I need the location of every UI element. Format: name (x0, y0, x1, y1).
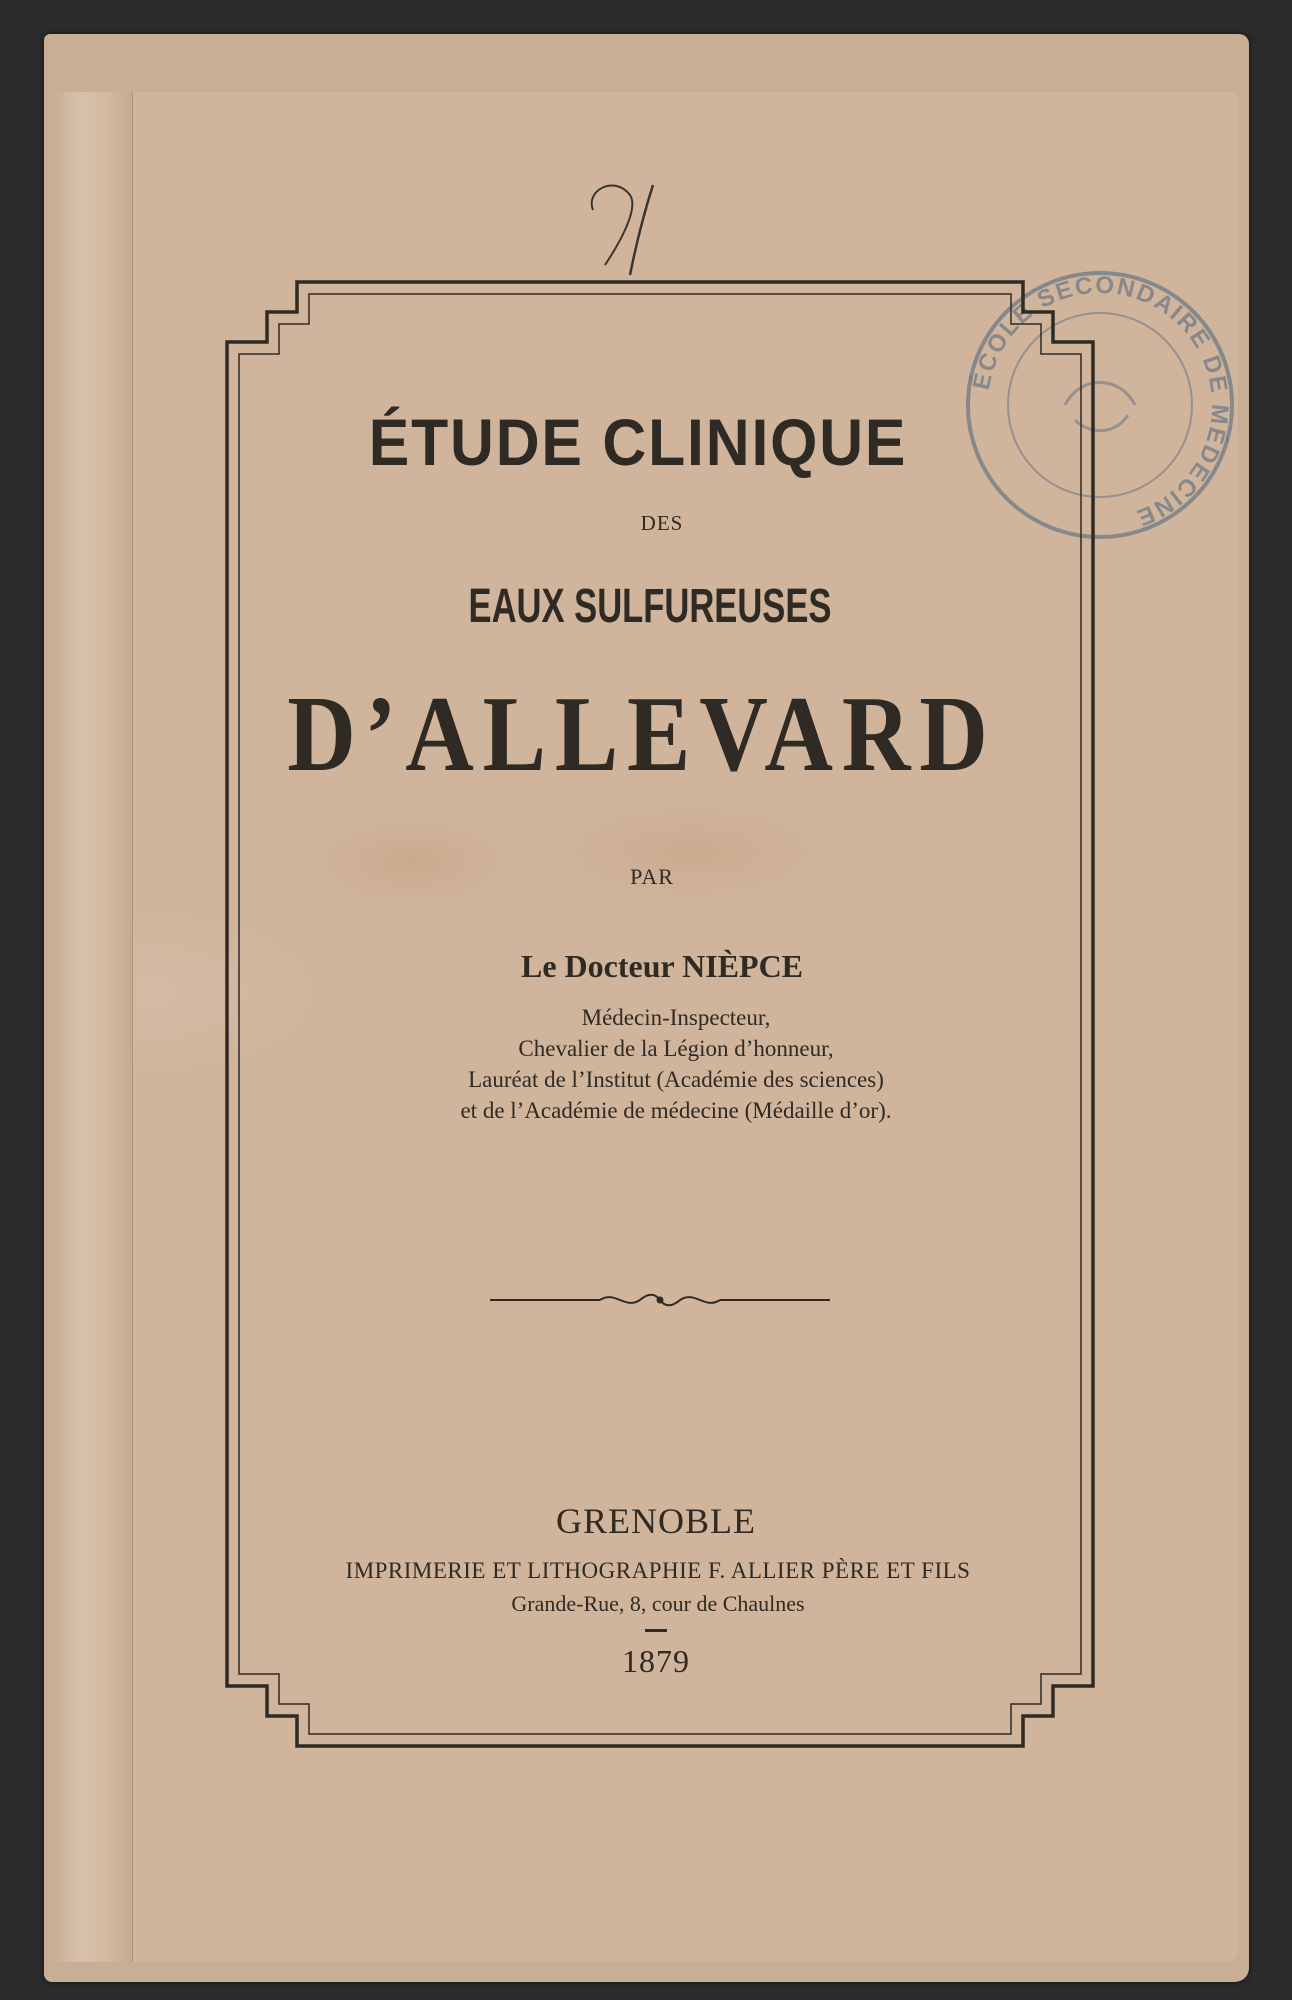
stamp-text: ÉCOLE SECONDAIRE DE MÉDECINE (967, 271, 1234, 532)
handwritten-mark (575, 170, 685, 290)
credential-line: Lauréat de l’Institut (Académie des sciences) (468, 1067, 884, 1092)
year-rule (645, 1629, 667, 1632)
title-line-3: D’ALLEVARD (287, 675, 997, 794)
author-name: Le Docteur NIÈPCE (520, 948, 804, 984)
credential-line: Chevalier de la Légion d’honneur, (518, 1036, 834, 1061)
by-label: PAR (630, 864, 674, 889)
publication-year: 1879 (622, 1643, 690, 1679)
title-line-2: EAUX SULFUREUSES (468, 580, 832, 633)
credential-line: et de l’Académie de médecine (Médaille d’or). (460, 1098, 892, 1123)
ornamental-divider (490, 1285, 830, 1315)
credential-line: Médecin-Inspecteur, (581, 1005, 771, 1030)
printer-address: Grande-Rue, 8, cour de Chaulnes (511, 1591, 805, 1616)
printer-name: IMPRIMERIE ET LITHOGRAPHIE F. ALLIER PÈRE ET FILS (345, 1558, 971, 1583)
publication-city: GRENOBLE (556, 1501, 756, 1541)
title-line-1: ÉTUDE CLINIQUE (368, 405, 908, 479)
title-des: DES (640, 511, 684, 535)
